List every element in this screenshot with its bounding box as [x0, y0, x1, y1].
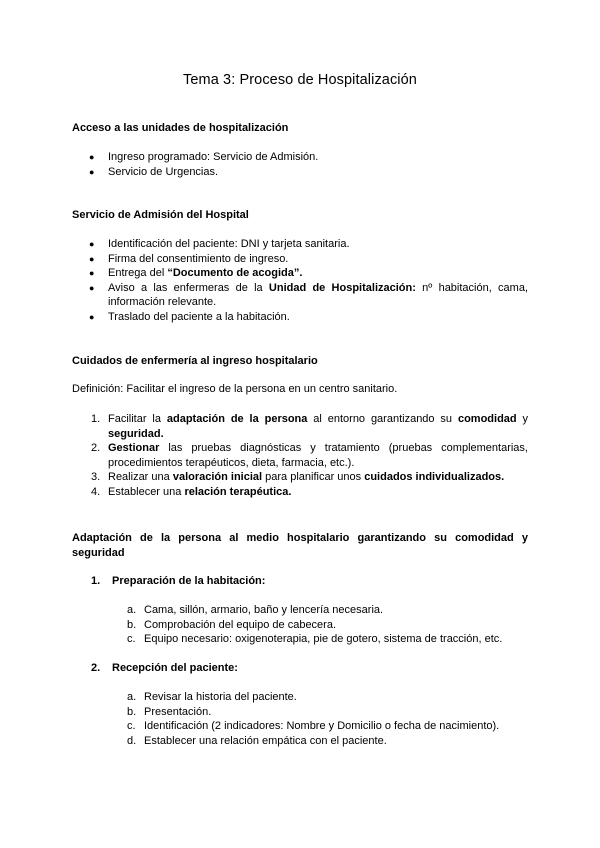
section-heading-admission: Servicio de Admisión del Hospital	[72, 209, 249, 221]
bullet-icon: ●	[89, 253, 95, 264]
document-page: Tema 3: Proceso de Hospitalización Acceso a las unidades de hospitalización ● Ingreso programado: Servicio de Admisión. ● Servicio de Urgencias. Servicio de Admisión del Hospital ● Identificación del paciente: DNI y tarjeta sanitaria. ● Firma del consentimiento de ingreso. ● Entrega del “Documento de acogida”. ● Aviso a las enfermeras de la Unidad de Hospitalización: nº habitación, cama, información relevante. ● Traslado del paciente a la habitación. Cuidados de enfermería al ingreso hospitalario Definición: Facilitar el ingreso de la persona en un centro sanitario. 1. Facilitar la adaptación de la persona al entorno garantizando su comodidad y seguridad. 2. Gestionar las pruebas diagnósticas y tratamiento (pruebas complementarias, procedimientos terapéuticos, dieta, farmacia, etc.). 3. Realizar una valoración inicial para planificar unos cuidados individualizados. 4. Establecer una relación terapéutica. Adaptación de la persona al medio hospitalario garantizando su comodidad y seguridad 1. Preparación de la habitación: a. Cama, sillón, armario, baño y lencería necesaria. b. Comprobación del equipo de cabecera. c. Equipo necesario: oxigenoterapia, pie de gotero, sistema de tracción, etc. 2. Recepción del paciente: a. Revisar la historia del paciente. b. Presentación. c. Identificación (2 indicadores: Nombre y Domicilio o fecha de nacimiento). d. Establecer una relación empática con el paciente.	[0, 0, 600, 848]
definition-text: Definición: Facilitar el ingreso de la persona en un centro sanitario.	[72, 383, 398, 395]
access-list	[0, 150, 600, 179]
list-item: a. Cama, sillón, armario, baño y lencería necesaria.	[127, 604, 384, 616]
patient-reception-list	[0, 690, 600, 748]
list-item: ● Servicio de Urgencias.	[89, 165, 219, 178]
list-item: ● Identificación del paciente: DNI y tarjeta sanitaria.	[89, 238, 350, 250]
bullet-icon: ●	[89, 268, 95, 279]
list-item: 1. Facilitar la adaptación de la persona al entorno garantizando su comodidad y seguridad.	[91, 413, 529, 440]
section-heading-access: Acceso a las unidades de hospitalización	[72, 122, 289, 134]
bullet-icon: ●	[89, 239, 95, 249]
list-item: c. Equipo necesario: oxigenoterapia, pie de gotero, sistema de tracción, etc.	[127, 633, 503, 646]
list-item: ● Firma del consentimiento de ingreso.	[89, 252, 289, 265]
list-item: b. Comprobación del equipo de cabecera.	[127, 618, 337, 631]
list-item: ● Entrega del “Documento de acogida”.	[89, 267, 303, 280]
list-item: 3. Realizar una valoración inicial para planificar unos cuidados individualizados.	[91, 471, 505, 484]
list-item: c. Identificación (2 indicadores: Nombre y Domicilio o fecha de nacimiento).	[127, 720, 500, 733]
bullet-icon: ●	[89, 152, 95, 162]
list-item: ● Aviso a las enfermeras de la Unidad de Hospitalización: nº habitación, cama, información relevante.	[89, 281, 528, 309]
admission-list	[0, 237, 600, 325]
list-item: a. Revisar la historia del paciente.	[127, 691, 297, 703]
list-item: b. Presentación.	[127, 705, 212, 718]
bullet-icon: ●	[89, 166, 95, 177]
list-item: 4. Establecer una relación terapéutica.	[91, 485, 292, 498]
page-title: Tema 3: Proceso de Hospitalización	[183, 72, 417, 88]
bullet-icon: ●	[89, 311, 95, 322]
room-preparation-list	[0, 603, 600, 647]
list-item: ● Traslado del paciente a la habitación.	[89, 310, 290, 323]
section-heading-adaptation: Adaptación de la persona al medio hospitalario garantizando su comodidad y seguridad	[72, 532, 528, 559]
list-item: d. Establecer una relación empática con el paciente.	[127, 734, 387, 747]
care-objectives-list	[0, 412, 600, 500]
bullet-icon: ●	[89, 282, 95, 293]
list-item: ● Ingreso programado: Servicio de Admisión.	[89, 151, 319, 163]
section-heading-nursing-care: Cuidados de enfermería al ingreso hospitalario	[72, 355, 318, 367]
list-item: 2. Gestionar las pruebas diagnósticas y tratamiento (pruebas complementarias, procedimientos terapéuticos, dieta, farmacia, etc.).	[91, 442, 528, 469]
